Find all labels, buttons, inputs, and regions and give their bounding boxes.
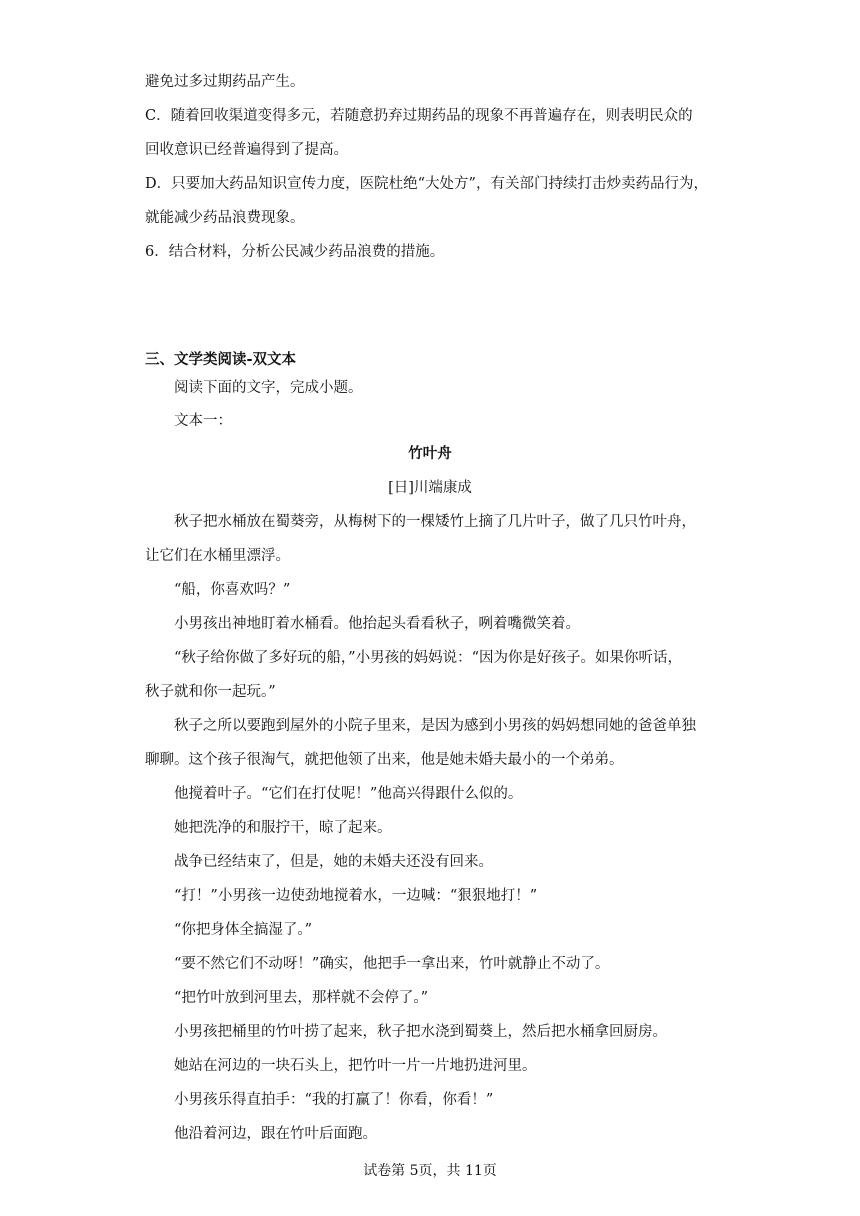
option-c-line-1: C．随着回收渠道变得多元，若随意扔弃过期药品的现象不再普遍存在，则表明民众的 bbox=[145, 108, 693, 124]
story-author: [日]川端康成 bbox=[388, 480, 472, 496]
instruction: 阅读下面的文字，完成小题。 bbox=[174, 380, 363, 396]
story-line: 他搅着叶子。“它们在打仗呢！”他高兴得跟什么似的。 bbox=[174, 786, 523, 802]
story-line: 秋子把水桶放在蜀葵旁，从梅树下的一棵矮竹上摘了几片叶子，做了几只竹叶舟， bbox=[174, 514, 696, 530]
story-line: “把竹叶放到河里去，那样就不会停了。” bbox=[174, 990, 429, 1006]
question-6: 6．结合材料，分析公民减少药品浪费的措施。 bbox=[145, 244, 445, 260]
page-footer: 试卷第 5页，共 11页 bbox=[363, 1163, 497, 1179]
story-line: “秋子给你做了多好玩的船，”小男孩的妈妈说：“因为你是好孩子。如果你听话， bbox=[174, 650, 682, 666]
section-heading: 三、文学类阅读-双文本 bbox=[145, 352, 297, 368]
story-line: 战争已经结束了，但是，她的未婚夫还没有回来。 bbox=[174, 854, 493, 870]
story-line: 聊聊。这个孩子很淘气，就把他领了出来，他是她未婚夫最小的一个弟弟。 bbox=[145, 752, 624, 768]
text-label: 文本一： bbox=[174, 413, 232, 429]
story-line: 小男孩乐得直拍手：“我的打赢了！你看，你看！” bbox=[174, 1092, 494, 1108]
story-line: “打！”小男孩一边使劲地搅着水，一边喊：“狠狠地打！” bbox=[174, 888, 538, 904]
option-c-line-2: 回收意识已经普遍得到了提高。 bbox=[145, 142, 348, 158]
story-line: “船，你喜欢吗？” bbox=[174, 582, 291, 598]
story-line: 她站在河边的一块石头上，把竹叶一片一片地扔进河里。 bbox=[174, 1058, 537, 1074]
text-line: 避免过多过期药品产生。 bbox=[145, 74, 305, 90]
story-line: 她把洗净的和服拧干，晾了起来。 bbox=[174, 820, 392, 836]
story-line: 秋子就和你一起玩。” bbox=[145, 684, 276, 700]
option-d-line-2: 就能减少药品浪费现象。 bbox=[145, 210, 305, 226]
story-line: 他沿着河边，跟在竹叶后面跑。 bbox=[174, 1126, 377, 1142]
story-title: 竹叶舟 bbox=[408, 446, 452, 462]
story-line: 秋子之所以要跑到屋外的小院子里来，是因为感到小男孩的妈妈想同她的爸爸单独 bbox=[174, 718, 696, 734]
option-d-line-1: D．只要加大药品知识宣传力度，医院杜绝“大处方”，有关部门持续打击炒卖药品行为， bbox=[145, 176, 708, 192]
story-line: 让它们在水桶里漂浮。 bbox=[145, 548, 290, 564]
story-line: 小男孩出神地盯着水桶看。他抬起头看看秋子，咧着嘴微笑着。 bbox=[174, 616, 580, 632]
story-line: “要不然它们不动呀！”确实，他把手一拿出来，竹叶就静止不动了。 bbox=[174, 956, 610, 972]
story-line: 小男孩把桶里的竹叶捞了起来，秋子把水浇到蜀葵上，然后把水桶拿回厨房。 bbox=[174, 1024, 667, 1040]
story-line: “你把身体全搞湿了。” bbox=[174, 922, 313, 938]
